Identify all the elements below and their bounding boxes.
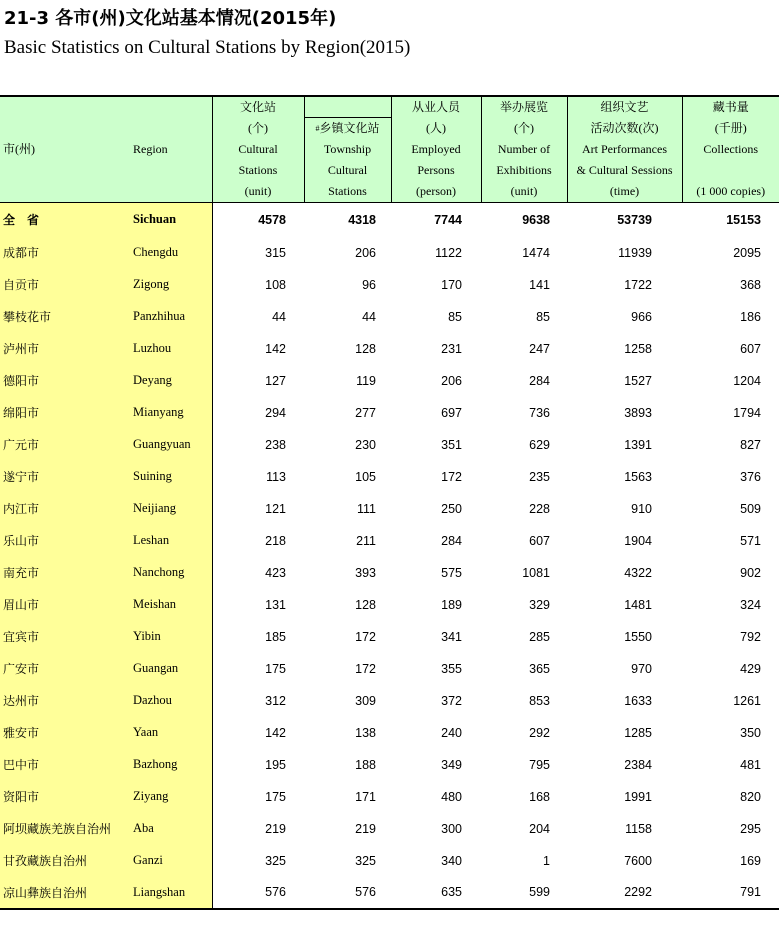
cell-employed: 480 [441,789,462,804]
cell-city: 德阳市 [0,365,128,397]
cell-performances: 1550 [624,629,652,644]
cell-region: Guangan [128,653,212,685]
cell-township-stations: 219 [355,821,376,836]
cell-performances: 910 [631,501,652,516]
table-row [0,717,779,749]
cell-township-stations: 230 [355,437,376,452]
cell-employed: 284 [441,533,462,548]
header-line: Art Performances [582,142,667,156]
cell-township-stations: 119 [356,373,376,388]
cell-collections: 571 [740,533,761,548]
cell-exhibitions: 629 [529,437,550,452]
cell-cultural-stations: 44 [272,309,286,324]
table-row [0,525,779,557]
cell-cultural-stations: 131 [265,597,286,612]
cell-employed: 355 [441,661,462,676]
cell-employed: 349 [441,757,462,772]
cell-cultural-stations: 108 [265,277,286,292]
table-row [0,557,779,589]
header-line: (千册) [714,121,747,135]
cell-city: 资阳市 [0,781,128,813]
cell-township-stations: 393 [355,565,376,580]
header-line: Persons [417,163,455,177]
cell-employed: 170 [441,277,462,292]
cell-township-stations: 172 [355,661,376,676]
table-header [0,96,779,203]
cell-city: 全 省 [0,203,128,237]
cell-exhibitions: 204 [529,821,550,836]
cell-city: 阿坝藏族羌族自治州 [0,813,128,845]
header-line: 活动次数(次) [590,121,659,135]
cell-performances: 1391 [624,437,652,452]
cell-collections: 607 [740,341,761,356]
cell-performances: 1991 [624,789,652,804]
header-region: Region [128,96,212,203]
header-performances [567,96,682,203]
table-row [0,237,779,269]
cell-collections: 324 [740,597,761,612]
cell-region: Meishan [128,589,212,621]
cell-performances: 966 [631,309,652,324]
header-line: (unit) [244,184,272,198]
cell-city: 巴中市 [0,749,128,781]
table-row [0,813,779,845]
cell-township-stations: 277 [355,405,376,420]
cell-township-stations: 576 [304,877,391,909]
table-row [0,269,779,301]
cell-exhibitions: 292 [529,725,550,740]
header-collections [682,96,779,203]
header-line: Stations [328,183,367,198]
cell-region: Leshan [128,525,212,557]
header-line: Number of [497,142,551,156]
cell-collections: 376 [740,469,761,484]
cell-employed: 206 [441,373,462,388]
cell-collections: 1261 [733,693,761,708]
cell-cultural-stations: 325 [265,853,286,868]
cell-cultural-stations: 113 [266,469,286,484]
cell-employed: 7744 [391,203,481,237]
cell-performances: 4322 [624,565,652,580]
table-row [0,333,779,365]
cell-city: 遂宁市 [0,461,128,493]
table-row [0,845,779,877]
cell-performances: 53739 [567,203,682,237]
header-township-cn: 乡镇文化站 [319,120,380,135]
cell-region: Liangshan [128,877,212,909]
cell-township-stations: 44 [362,309,376,324]
footnote-mark: # [315,123,320,133]
table-row [0,685,779,717]
cell-exhibitions: 1474 [522,245,550,260]
cell-performances: 3893 [624,405,652,420]
header-line [305,118,391,139]
cell-city: 眉山市 [0,589,128,621]
table-row [0,365,779,397]
cell-cultural-stations: 576 [212,877,304,909]
header-township-top [304,96,391,117]
header-line: Collections [703,142,759,156]
cell-performances: 1285 [624,725,652,740]
cell-performances: 1527 [624,373,652,388]
cell-township-stations: 128 [355,597,376,612]
cell-region: Neijiang [128,493,212,525]
table-row [0,749,779,781]
cell-city: 雅安市 [0,717,128,749]
header-line: Cultural [327,162,368,177]
cell-performances: 1563 [624,469,652,484]
cell-exhibitions: 141 [529,277,550,292]
cell-region: Yaan [128,717,212,749]
cell-collections: 902 [740,565,761,580]
cell-region: Sichuan [128,203,212,237]
cell-performances: 1258 [624,341,652,356]
cell-city: 凉山彝族自治州 [0,877,128,909]
header-line: Employed [411,142,461,156]
cell-employed: 250 [441,501,462,516]
cell-exhibitions: 235 [529,469,550,484]
cell-performances: 1633 [624,693,652,708]
cell-collections: 350 [740,725,761,740]
cell-township-stations: 188 [355,757,376,772]
page-title-chinese: 21-3 各市(州)文化站基本情况(2015年) [4,8,337,29]
table-row [0,877,779,909]
header-line: (person) [416,184,456,198]
cell-township-stations: 128 [355,341,376,356]
cell-exhibitions: 247 [529,341,550,356]
cell-cultural-stations: 175 [265,789,286,804]
cell-city: 自贡市 [0,269,128,301]
cell-exhibitions: 168 [529,789,550,804]
table-body [0,203,779,909]
header-exhibitions [481,96,567,203]
table-row [0,461,779,493]
header-cultural-stations [212,96,304,203]
cell-employed: 341 [441,629,462,644]
cell-employed: 575 [441,565,462,580]
cell-employed: 372 [441,693,462,708]
cell-exhibitions: 1 [543,853,550,868]
cell-city: 绵阳市 [0,397,128,429]
cell-township-stations: 171 [355,789,376,804]
cell-collections: 481 [740,757,761,772]
cell-city: 乐山市 [0,525,128,557]
cell-performances: 1722 [624,277,652,292]
cell-exhibitions: 228 [529,501,550,516]
cell-collections: 1204 [733,373,761,388]
cell-township-stations: 105 [355,469,376,484]
cell-region: Ziyang [128,781,212,813]
header-township [304,117,391,202]
header-line: & Cultural Sessions [576,163,673,177]
header-line: 举办展览 [499,100,548,114]
cell-collections: 791 [682,877,779,909]
cell-collections: 186 [740,309,761,324]
cell-township-stations: 4318 [304,203,391,237]
cell-region: Aba [128,813,212,845]
cell-region: Luzhou [128,333,212,365]
cell-employed: 351 [441,437,462,452]
cell-city: 泸州市 [0,333,128,365]
cell-collections: 827 [740,437,761,452]
cell-employed: 85 [448,309,462,324]
cell-exhibitions: 285 [529,629,550,644]
cell-cultural-stations: 218 [265,533,286,548]
cell-region: Yibin [128,621,212,653]
cell-exhibitions: 85 [536,309,550,324]
cell-cultural-stations: 219 [265,821,286,836]
cell-city: 内江市 [0,493,128,525]
header-line: (个) [248,121,268,135]
cell-cultural-stations: 121 [265,501,286,516]
cell-performances: 2292 [567,877,682,909]
cell-collections: 169 [740,853,761,868]
table-row [0,781,779,813]
table-row [0,429,779,461]
cell-township-stations: 309 [355,693,376,708]
cell-performances: 1481 [624,597,652,612]
cell-cultural-stations: 142 [265,341,286,356]
cell-region: Chengdu [128,237,212,269]
cell-performances: 1158 [625,821,652,836]
cell-cultural-stations: 315 [265,245,286,260]
cell-exhibitions: 365 [529,661,550,676]
cell-region: Mianyang [128,397,212,429]
cell-township-stations: 211 [356,533,376,548]
cell-employed: 231 [441,341,462,356]
cell-region: Ganzi [128,845,212,877]
cell-employed: 172 [441,469,462,484]
cell-cultural-stations: 195 [265,757,286,772]
cell-city: 宜宾市 [0,621,128,653]
cell-cultural-stations: 423 [265,565,286,580]
cell-employed: 240 [441,725,462,740]
header-employed [391,96,481,203]
header-line [683,160,780,181]
table-row [0,653,779,685]
header-line: (1 000 copies) [696,184,766,198]
cell-region: Deyang [128,365,212,397]
header-line: (unit) [510,184,538,198]
cell-collections: 820 [740,789,761,804]
cell-township-stations: 325 [355,853,376,868]
cell-city: 达州市 [0,685,128,717]
cell-region: Bazhong [128,749,212,781]
cell-exhibitions: 9638 [481,203,567,237]
cell-city: 甘孜藏族自治州 [0,845,128,877]
cell-exhibitions: 599 [481,877,567,909]
header-line: Stations [238,163,278,177]
cell-exhibitions: 329 [529,597,550,612]
header-line: 从业人员 [411,100,460,114]
cell-collections: 1794 [733,405,761,420]
table-row [0,397,779,429]
cell-region: Dazhou [128,685,212,717]
cell-employed: 340 [441,853,462,868]
cell-region: Panzhihua [128,301,212,333]
cell-region: Guangyuan [128,429,212,461]
cell-exhibitions: 607 [529,533,550,548]
cell-exhibitions: 1081 [522,565,550,580]
cell-cultural-stations: 127 [265,373,286,388]
cell-city: 南充市 [0,557,128,589]
cell-employed: 1122 [435,245,462,260]
cell-township-stations: 111 [356,501,376,516]
header-line: 文化站 [239,100,276,114]
cell-cultural-stations: 175 [265,661,286,676]
table-row-total [0,203,779,237]
cell-performances: 1904 [624,533,652,548]
header-line: Exhibitions [496,163,552,177]
cell-city: 成都市 [0,237,128,269]
header-city: 市(州) [0,96,128,203]
cell-collections: 2095 [733,245,761,260]
cell-performances: 2384 [624,757,652,772]
cell-employed: 635 [391,877,481,909]
cell-collections: 429 [740,661,761,676]
table-row [0,589,779,621]
header-line: Cultural [238,142,278,156]
cell-cultural-stations: 238 [265,437,286,452]
cell-performances: 970 [631,661,652,676]
header-line: (time) [609,184,640,198]
table-row [0,493,779,525]
statistics-table [0,95,779,910]
cell-collections: 509 [740,501,761,516]
cell-employed: 300 [441,821,462,836]
cell-exhibitions: 284 [529,373,550,388]
cell-performances: 11939 [618,245,652,260]
cell-region: Suining [128,461,212,493]
cell-collections: 792 [740,629,761,644]
cell-city: 广元市 [0,429,128,461]
header-line: Township [323,141,372,156]
cell-cultural-stations: 294 [265,405,286,420]
header-line: 藏书量 [712,100,749,114]
cell-township-stations: 96 [362,277,376,292]
header-line: (人) [426,121,446,135]
cell-township-stations: 172 [355,629,376,644]
cell-cultural-stations: 4578 [212,203,304,237]
cell-region: Zigong [128,269,212,301]
cell-cultural-stations: 312 [265,693,286,708]
cell-exhibitions: 736 [529,405,550,420]
cell-employed: 697 [441,405,462,420]
cell-township-stations: 206 [355,245,376,260]
table-row [0,621,779,653]
page-title-english: Basic Statistics on Cultural Stations by Region(2015) [4,37,411,58]
table-row [0,301,779,333]
cell-exhibitions: 795 [529,757,550,772]
cell-exhibitions: 853 [529,693,550,708]
header-line: (个) [514,121,534,135]
header-line: 组织文艺 [600,100,649,114]
cell-collections: 15153 [682,203,779,237]
cell-region: Nanchong [128,557,212,589]
cell-city: 攀枝花市 [0,301,128,333]
cell-cultural-stations: 142 [265,725,286,740]
cell-city: 广安市 [0,653,128,685]
cell-township-stations: 138 [355,725,376,740]
cell-collections: 295 [740,821,761,836]
cell-employed: 189 [441,597,462,612]
cell-collections: 368 [740,277,761,292]
cell-performances: 7600 [624,853,652,868]
cell-cultural-stations: 185 [265,629,286,644]
